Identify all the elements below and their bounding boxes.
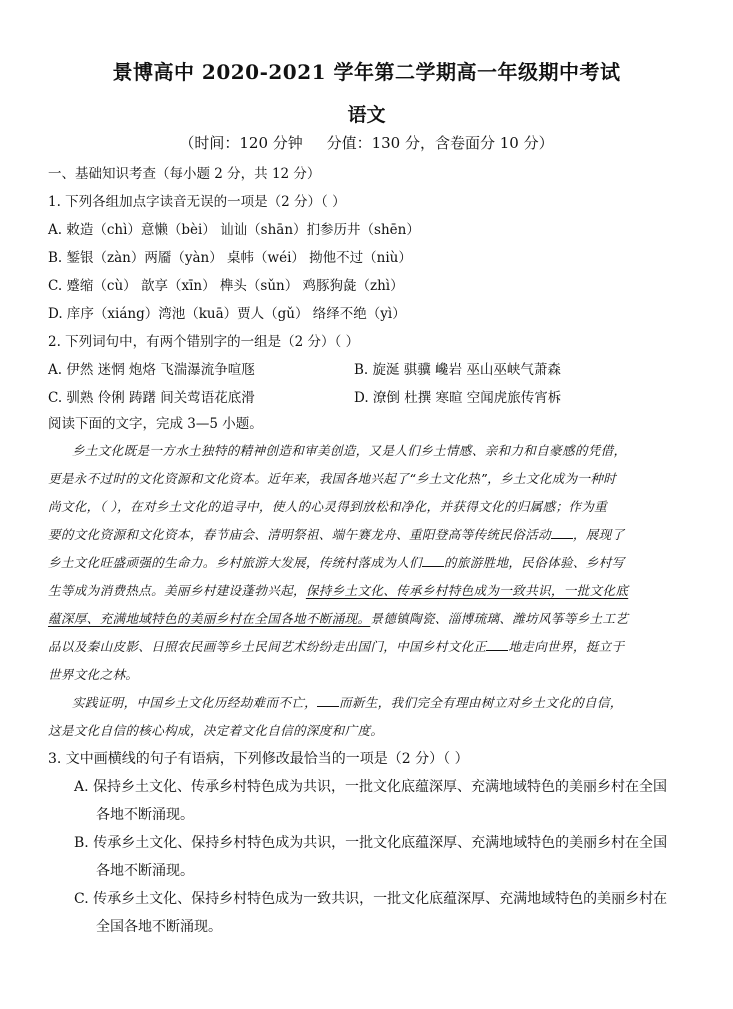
q1-option-c: C. 蹙缩（cù） 歆享（xīn） 榫头（sǔn） 鸡豚狗彘（zhì）	[48, 278, 404, 294]
q2-option-b: B. 旋涎 骐骥 巉岩 巫山巫峡气萧森	[354, 362, 561, 378]
passage-text: 乡土文化旺盛顽强的生命力。乡村旅游大发展，传统村落成为人们	[48, 555, 422, 570]
reading-intro: 阅读下面的文字，完成 3—5 小题。	[48, 416, 263, 432]
section-heading: 一、基础知识考查（每小题 2 分，共 12 分）	[48, 166, 321, 182]
passage-line: 世界文化之林。	[48, 667, 139, 682]
passage-text: 生等成为消费热点。美丽乡村建设蓬勃兴起，	[48, 583, 306, 598]
passage-line: 更是永不过时的文化资源和文化资本。近年来，我国各地兴起了“乡土文化热”，乡土文化成为一种时	[48, 471, 617, 486]
underlined-sentence: 保持乡土文化、传承乡村特色成为一致共识，一批文化底	[305, 583, 629, 598]
exam-meta: （时间：120 分钟 分值：130 分，含卷面分 10 分）	[179, 134, 554, 152]
passage-text: ，展现了	[572, 527, 625, 542]
q2-option-a: A. 伊然 迷惘 炮烙 飞湍瀑流争喧豗	[48, 362, 255, 378]
passage-line: 尚文化，（ ），在对乡土文化的追寻中，使人的心灵得到放松和净化，并获得文化的归属感；作为重	[48, 499, 608, 514]
passage-line	[48, 636, 688, 655]
q3-stem: 3. 文中画横线的句子有语病，下列修改最恰当的一项是（2 分）（ ）	[48, 751, 469, 767]
fill-blank	[551, 526, 573, 539]
subject-title: 语文	[347, 104, 386, 126]
fill-blank	[486, 638, 508, 651]
q3-option-c: C. 传承乡土文化、保持乡村特色成为一致共识，一批文化底蕴深厚、充满地域特色的美丽乡村在	[74, 891, 668, 907]
q3-option-a-cont: 各地不断涌现。	[96, 807, 194, 823]
underlined-sentence: 蕴深厚、充满地域特色的美丽乡村在全国各地不断涌现。	[48, 611, 371, 626]
passage-line	[48, 608, 688, 627]
passage-line	[72, 692, 712, 711]
q3-option-b: B. 传承乡土文化、保持乡村特色成为共识，一批文化底蕴深厚、充满地域特色的美丽乡村在全国	[74, 835, 668, 851]
passage-text: 的旅游胜地，民俗体验、乡村写	[443, 555, 625, 570]
q2-option-c: C. 驯熟 伶俐 踌躇 间关莺语花底滑	[48, 390, 255, 406]
passage-line	[48, 580, 688, 599]
q2-stem: 2. 下列词句中，有两个错别字的一组是（2 分）（ ）	[48, 334, 360, 350]
q2-option-d: D. 潦倒 杜撰 寒暄 空闻虎旅传宵柝	[354, 390, 562, 406]
passage-text: 要的文化资源和文化资本，春节庙会、清明祭祖、端午赛龙舟、重阳登高等传统民俗活动	[48, 527, 551, 542]
passage-line: 这是文化自信的核心构成，决定着文化自信的深度和广度。	[48, 723, 384, 738]
fill-blank	[422, 554, 444, 567]
passage-text: 景德镇陶瓷、淄博琉璃、潍坊风筝等乡土工艺	[370, 611, 629, 626]
exam-title: 景博高中 2020-2021 学年第二学期高一年级期中考试	[112, 60, 621, 84]
q1-option-a: A. 敕造（chì）意懒（bèi） 讪讪（shān）扪参历井（shēn）	[48, 222, 420, 238]
q1-stem: 1. 下列各组加点字读音无误的一项是（2 分）（ ）	[48, 194, 346, 210]
q1-option-b: B. 錾银（zàn）两靥（yàn） 桌帏（wéi） 拗他不过（niù）	[48, 250, 412, 266]
passage-line	[48, 552, 688, 571]
passage-text: 品以及秦山皮影、日照农民画等乡土民间艺术纷纷走出国门，中国乡村文化正	[48, 639, 487, 654]
passage-line	[48, 524, 688, 543]
q3-option-b-cont: 各地不断涌现。	[96, 863, 194, 879]
q3-option-a: A. 保持乡土文化、传承乡村特色成为共识，一批文化底蕴深厚、充满地域特色的美丽乡村在全国	[74, 779, 668, 795]
passage-text: 地走向世界，挺立于	[508, 639, 625, 654]
q3-option-c-cont: 全国各地不断涌现。	[96, 919, 222, 935]
passage-line: 乡土文化既是一方水土独特的精神创造和审美创造，又是人们乡土情感、亲和力和自豪感的凭借，	[72, 443, 627, 458]
passage-text: 而新生，我们完全有理由树立对乡土文化的自信，	[338, 695, 623, 710]
fill-blank	[317, 694, 339, 707]
passage-text: 实践证明，中国乡土文化历经劫难而不亡，	[72, 695, 317, 710]
q1-option-d: D. 庠序（xiáng）湾池（kuā）贾人（gǔ） 络绎不绝（yì）	[48, 306, 406, 322]
